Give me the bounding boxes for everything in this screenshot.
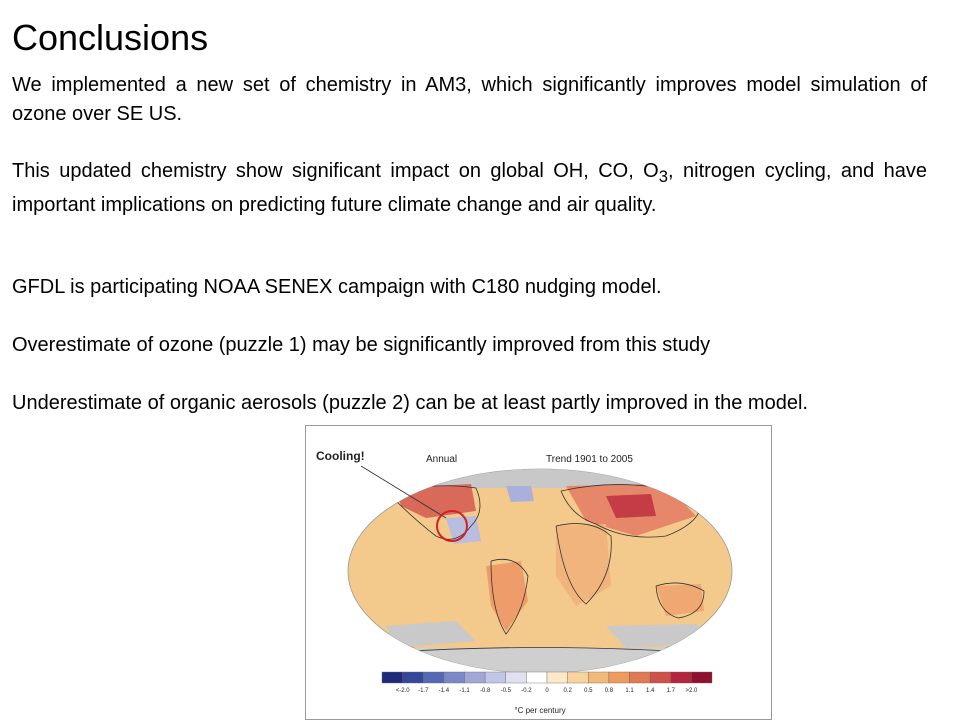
colorbar-swatch [547, 672, 568, 683]
colorbar-tick-label: -0.2 [521, 688, 532, 694]
colorbar-swatch [650, 672, 671, 683]
colorbar-swatch [671, 672, 692, 683]
colorbar-unit-label: °C per century [514, 706, 566, 715]
colorbar-tick-label: <-2.0 [395, 688, 410, 694]
colorbar-swatch [382, 672, 403, 683]
colorbar-tick-label: >2.0 [685, 688, 698, 694]
colorbar-tick-label: 1.7 [666, 688, 675, 694]
colorbar-tick-label: -1.1 [459, 688, 470, 694]
colorbar-swatch [526, 672, 547, 683]
arctic-no-data [346, 466, 746, 488]
cooling-callout: Cooling! [316, 449, 365, 463]
colorbar-tick-label: 1.1 [625, 688, 634, 694]
colorbar-swatch [423, 672, 444, 683]
colorbar-tick-label: 0.8 [604, 688, 614, 694]
conclusion-paragraph-2 [12, 157, 927, 220]
ozone-subscript: 3 [658, 167, 669, 186]
colorbar-tick-label: -1.7 [418, 688, 429, 694]
colorbar-swatch [630, 672, 651, 683]
colorbar-tick-label: -1.4 [438, 688, 450, 694]
colorbar-swatch [506, 672, 527, 683]
colorbar-tick-label: 0.5 [584, 688, 593, 694]
colorbar-swatch [485, 672, 506, 683]
colorbar-swatch [444, 672, 465, 683]
temperature-trend-map-figure [305, 425, 772, 720]
colorbar-tick-label: -0.5 [500, 688, 511, 694]
colorbar-swatch [609, 672, 630, 683]
conclusion-paragraph-3: GFDL is participating NOAA SENEX campaign with C180 nudging model. [12, 276, 662, 298]
trend-map-svg [306, 426, 771, 719]
slide-title: Conclusions [12, 17, 209, 58]
conclusion-paragraph-1: We implemented a new set of chemistry in AM3, which significantly improves model simulation of ozone over SE US. [12, 74, 927, 125]
colorbar-swatch [403, 672, 424, 683]
colorbar-tick-label: 0 [545, 688, 549, 694]
colorbar-swatch [691, 672, 712, 683]
conclusion-paragraph-5: Underestimate of organic aerosols (puzzle 2) can be at least partly improved in the model. [12, 392, 808, 414]
map-label-trend: Trend 1901 to 2005 [546, 454, 633, 465]
p2-text-end: , nitrogen cycling, and have important implications on predicting future climate change and air quality. [12, 160, 927, 216]
map-label-annual: Annual [426, 454, 458, 465]
colorbar-swatch [588, 672, 609, 683]
conclusion-paragraph-4: Overestimate of ozone (puzzle 1) may be significantly improved from this study [12, 334, 711, 356]
colorbar-swatch [568, 672, 589, 683]
colorbar-tick-label: 1.4 [645, 688, 655, 694]
p2-text-start: This updated chemistry show significant impact on global OH, CO, O [12, 160, 659, 182]
colorbar [382, 672, 712, 694]
colorbar-tick-label: 0.2 [563, 688, 572, 694]
colorbar-tick-label: -0.8 [479, 688, 491, 694]
colorbar-swatch [465, 672, 486, 683]
